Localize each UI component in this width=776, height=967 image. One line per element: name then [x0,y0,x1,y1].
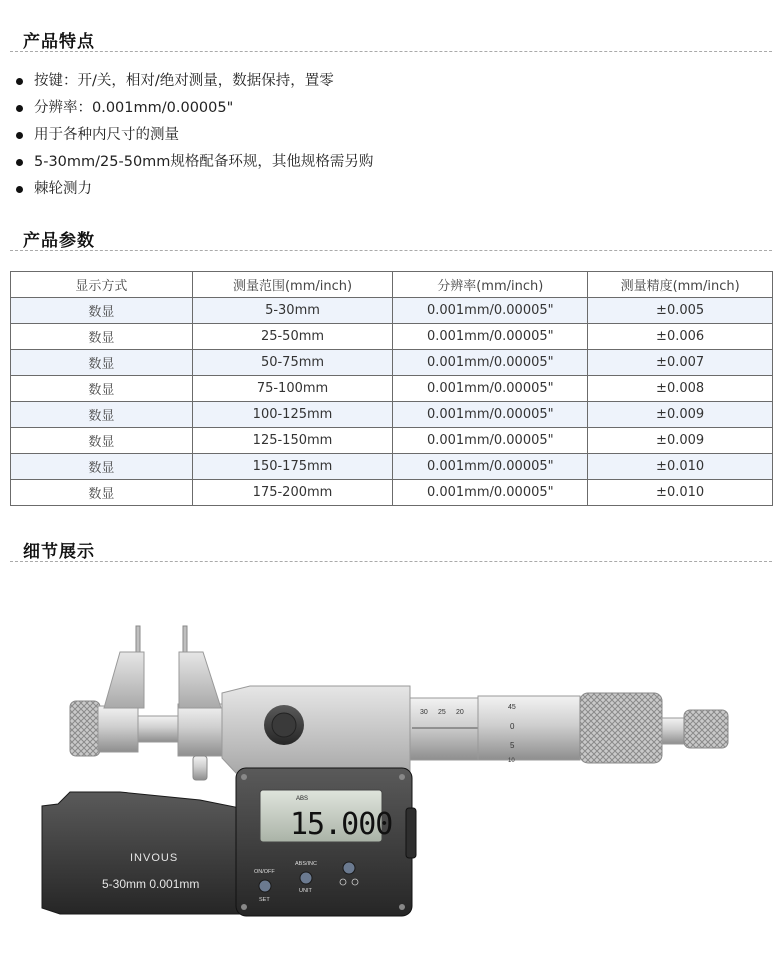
table-cell: 75-100mm [192,376,393,402]
onoff-label: ON/OFF [254,869,275,875]
table-row [11,454,773,480]
table-row [11,480,773,506]
product-image [0,568,776,967]
bullet-icon [16,132,23,139]
table-row [11,376,773,402]
absinc-button[interactable] [300,872,312,884]
table-cell: 0.001mm/0.00005" [393,454,588,480]
table-cell: 0.001mm/0.00005" [393,376,588,402]
feature-text: 5-30mm/25-50mm规格配备环规，其他规格需另购 [34,154,374,170]
scale-label: 20 [456,709,464,716]
table-header-row [11,272,773,298]
scale-label: 45 [508,704,516,711]
table-row [11,428,773,454]
section-title-features: 产品特点 [23,32,95,52]
bullet-icon [16,105,23,112]
bullet-icon [16,159,23,166]
feature-list [14,70,373,205]
feature-item [14,178,373,205]
table-header-cell: 分辨率(mm/inch) [393,272,588,298]
feature-text: 分辨率：0.001mm/0.00005" [34,100,234,116]
table-cell: ±0.010 [588,480,773,506]
table-cell: ±0.006 [588,324,773,350]
onoff-button[interactable] [259,880,271,892]
brand-label: INVOUS [130,852,179,864]
bullet-icon [16,186,23,193]
table-cell: 0.001mm/0.00005" [393,350,588,376]
section-title-params: 产品参数 [23,231,95,251]
table-cell: 0.001mm/0.00005" [393,402,588,428]
table-cell: 0.001mm/0.00005" [393,324,588,350]
table-header-cell: 测量精度(mm/inch) [588,272,773,298]
table-row [11,298,773,324]
table-cell: ±0.009 [588,402,773,428]
bullet-icon [16,78,23,85]
table-row [11,324,773,350]
scale-label: 25 [438,709,446,716]
table-cell: 125-150mm [192,428,393,454]
feature-text: 棘轮测力 [34,181,92,197]
table-cell: 数显 [11,454,193,480]
divider [10,250,772,251]
table-cell: 数显 [11,324,193,350]
section-title-details: 细节展示 [23,542,95,562]
params-table [10,271,773,506]
feature-item [14,151,373,178]
unit-label: UNIT [299,888,312,894]
table-cell: 0.001mm/0.00005" [393,428,588,454]
set-label: SET [259,897,270,903]
lcd-value: 15.000 [290,807,393,842]
table-cell: 数显 [11,350,193,376]
table-row [11,402,773,428]
scale-label: 0 [510,722,515,731]
feature-item [14,70,373,97]
table-cell: 25-50mm [192,324,393,350]
table-cell: 数显 [11,402,193,428]
frame-spec-label: 5-30mm 0.001mm [102,877,200,891]
table-cell: 0.001mm/0.00005" [393,480,588,506]
feature-text: 用于各种内尺寸的测量 [34,127,179,143]
lcd-mode: ABS [296,796,309,802]
table-row [11,350,773,376]
scale-label: 10 [508,758,515,764]
table-cell: ±0.008 [588,376,773,402]
table-cell: ±0.009 [588,428,773,454]
feature-text: 按键：开/关，相对/绝对测量，数据保持，置零 [34,73,334,89]
table-cell: 100-125mm [192,402,393,428]
table-cell: 数显 [11,376,193,402]
table-cell: ±0.005 [588,298,773,324]
scale-label: 5 [510,741,515,750]
table-cell: 0.001mm/0.00005" [393,298,588,324]
table-cell: 150-175mm [192,454,393,480]
divider [10,51,772,52]
table-cell: 数显 [11,480,193,506]
scale-label: 30 [420,709,428,716]
table-cell: 5-30mm [192,298,393,324]
table-cell: 数显 [11,298,193,324]
hold-button[interactable] [343,862,355,874]
table-cell: 数显 [11,428,193,454]
table-cell: 175-200mm [192,480,393,506]
table-cell: 50-75mm [192,350,393,376]
feature-item [14,124,373,151]
table-cell: ±0.010 [588,454,773,480]
feature-item [14,97,373,124]
table-header-cell: 显示方式 [11,272,193,298]
table-header-cell: 测量范围(mm/inch) [192,272,393,298]
table-cell: ±0.007 [588,350,773,376]
absinc-label: ABS/INC [295,861,318,867]
divider [10,561,772,562]
